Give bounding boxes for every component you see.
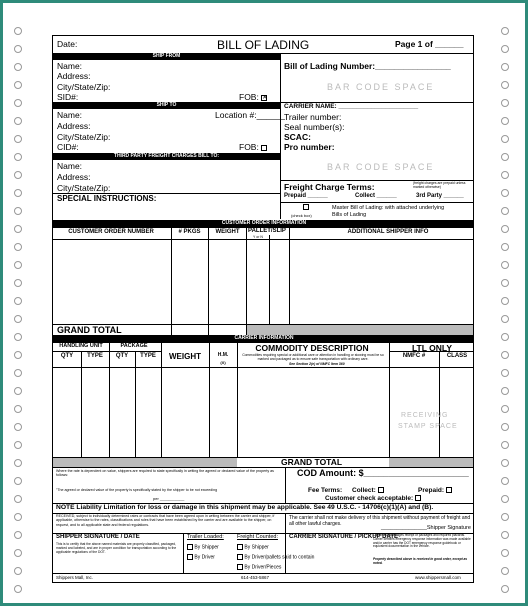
stamp-space-label: STAMP SPACE (398, 423, 458, 430)
third-party-city: City/State/Zip: (57, 183, 111, 193)
ship-from-city: City/State/Zip: (57, 82, 111, 92)
nmfc-header: NMFC # (402, 353, 426, 359)
tractor-hole (501, 369, 509, 377)
carrier-grand-total: GRAND TOTAL (281, 457, 343, 467)
fob-checkbox-from[interactable]: ✕ (262, 94, 268, 101)
tractor-hole (14, 153, 22, 161)
footer-website: www.shippersmall.com (415, 575, 461, 580)
barcode-space-2: BAR CODE SPACE (327, 162, 435, 172)
tractor-hole (14, 45, 22, 53)
tractor-hole (14, 279, 22, 287)
tractor-hole (501, 207, 509, 215)
bol-number: Bill of Lading Number:________________ (284, 61, 451, 71)
tractor-hole (501, 189, 509, 197)
tractor-hole (14, 387, 22, 395)
shipper-signature-line: _______________Shipper Signature (381, 525, 471, 531)
tractor-hole (501, 585, 509, 593)
trailer-shipper-checkbox[interactable] (187, 544, 193, 550)
trailer-driver-checkbox[interactable] (187, 554, 193, 560)
ship-from-name: Name: (57, 61, 83, 71)
ship-to-city: City/State/Zip: (57, 132, 111, 142)
collect-checkbox[interactable] (378, 487, 384, 493)
tractor-hole (501, 531, 509, 539)
customer-check-checkbox[interactable] (415, 495, 421, 501)
tractor-hole (14, 441, 22, 449)
master-bol-text: Master Bill of Lading: with attached underlying Bills of Lading (332, 205, 445, 218)
tractor-hole (501, 495, 509, 503)
tractor-hole (501, 279, 509, 287)
freight-terms-note: (freight charges are prepaid unless marked otherwise) (413, 181, 466, 189)
tractor-hole (14, 135, 22, 143)
ship-from-sid: SID#: (57, 92, 79, 102)
tractor-hole (14, 315, 22, 323)
trailer-loaded: Trailer Loaded: (187, 534, 224, 540)
class-header: CLASS (446, 353, 468, 359)
pro-number: Pro number: (284, 142, 335, 152)
commodity-note2: See Section 2(e) of NMFC Item 360 (289, 362, 345, 366)
col-pallet-yn: Y or N (253, 235, 263, 239)
tractor-hole (501, 477, 509, 485)
tractor-hole (14, 27, 22, 35)
tractor-hole (14, 549, 22, 557)
check-box-label: (check box) (291, 213, 312, 218)
tractor-hole (14, 351, 22, 359)
tractor-hole (501, 315, 509, 323)
tractor-hole (14, 405, 22, 413)
hu-type: TYPE (87, 353, 103, 359)
col-pallet-slip: PALLET/SLIP (248, 228, 286, 234)
scac: SCAC: (284, 132, 311, 142)
carrier-name: CARRIER NAME: ______________________ (284, 103, 419, 110)
tractor-hole (501, 153, 509, 161)
collect: Collect ______ (355, 193, 397, 199)
col-additional-info: ADDITIONAL SHIPPER INFO (347, 229, 429, 235)
tractor-hole (14, 297, 22, 305)
tractor-hole (14, 459, 22, 467)
ship-to-bar: SHIP TO (53, 102, 280, 109)
tractor-hole (501, 171, 509, 179)
carrier-total-shading-right (389, 458, 474, 467)
tractor-hole (14, 63, 22, 71)
tractor-hole (14, 369, 22, 377)
tractor-hole (14, 531, 22, 539)
bill-of-lading-form (52, 35, 474, 583)
carrier-ack-text: Carrier acknowledges receipt of packages and required placards. Carrier certifies emergency response information was made available and/or carrier has the DOT emergency response guidebook or equivalent documentation in the vehicle. (373, 533, 471, 549)
tractor-hole (14, 81, 22, 89)
counted-pallets-checkbox[interactable] (237, 554, 243, 560)
counted-by-shipper: By Shipper (237, 544, 269, 550)
liability-note: NOTE Liability Limitation for loss or damage in this shipment may be applicable. See 49 U.S.C. - 14706(c)(1)(A) and (B). (56, 504, 434, 511)
tractor-hole (501, 513, 509, 521)
special-instructions: SPECIAL INSTRUCTIONS: (57, 194, 157, 203)
tractor-hole (501, 243, 509, 251)
value-per: per ___________ (153, 496, 185, 501)
handling-unit-header: HANDLING UNIT (59, 343, 103, 349)
seal-number: Seal number(s): (284, 122, 345, 132)
tractor-hole (14, 207, 22, 215)
tractor-hole (501, 567, 509, 575)
ship-from-bar: SHIP FROM (53, 53, 280, 60)
tractor-hole (501, 135, 509, 143)
tractor-hole (14, 333, 22, 341)
tractor-hole (14, 243, 22, 251)
shipper-certify-text: This is to certify that the above named materials are properly classified, packaged, marked and labeled, and are in proper condition for transportation according to the applicable regulations of the DOT. (56, 542, 177, 554)
third-party-name: Name: (57, 161, 83, 171)
col-customer-order-number: CUSTOMER ORDER NUMBER (68, 229, 154, 235)
ship-to-fob: FOB: (239, 142, 267, 152)
tractor-hole (501, 225, 509, 233)
hm-x: (X) (220, 360, 226, 365)
hu-qty: QTY (60, 353, 74, 359)
tractor-hole (501, 549, 509, 557)
counted-by-driver-pieces: By Driver/Pieces (237, 564, 281, 570)
tractor-hole (14, 567, 22, 575)
fee-collect: Collect: (352, 487, 384, 494)
tractor-hole (501, 27, 509, 35)
barcode-space-1: BAR CODE SPACE (327, 82, 435, 92)
ship-from-fob: FOB: ✕ (239, 92, 268, 102)
fob-checkbox-to[interactable] (261, 145, 267, 151)
counted-pieces-checkbox[interactable] (237, 564, 243, 570)
trailer-number: Trailer number: (284, 112, 342, 122)
footer-company: Shippers Mall, Inc. (56, 575, 94, 580)
footer-phone: 614-453-5867 (241, 575, 270, 580)
tractor-hole (14, 225, 22, 233)
third-party: 3rd Party ______ (416, 193, 464, 199)
pkg-type: TYPE (140, 353, 156, 359)
trailer-by-driver: By Driver (187, 554, 215, 560)
trailer-by-shipper: By Shipper (187, 544, 219, 550)
date-label: Date: (57, 39, 78, 49)
form-title: BILL OF LADING (217, 38, 310, 52)
prepaid: Prepaid ______ (284, 193, 328, 199)
page-label: Page 1 of ______ (395, 39, 464, 49)
master-bol-checkbox[interactable] (303, 204, 309, 210)
tractor-hole (14, 513, 22, 521)
tractor-hole (14, 423, 22, 431)
grand-total-shading (247, 325, 474, 335)
tractor-hole (501, 297, 509, 305)
carrier-signature-date: CARRIER SIGNATURE / PICKUP DATE (289, 534, 399, 540)
tractor-hole (501, 387, 509, 395)
cod-amount: COD Amount: $_____________________ (297, 468, 469, 478)
value-note: Where the rate is dependent on value, shippers are required to state specifically in writing the agreed or declared value of the property as follows: (56, 469, 274, 478)
tractor-hole (501, 81, 509, 89)
tractor-hole (501, 99, 509, 107)
shipper-signature-date: SHIPPER SIGNATURE / DATE (56, 534, 140, 540)
commodity-header: COMMODITY DESCRIPTION (255, 343, 369, 353)
tractor-hole (501, 351, 509, 359)
carrier-ack-text-2: Property described above is received in good order, except as noted. (373, 557, 468, 565)
tractor-hole (14, 495, 22, 503)
tractor-hole (14, 117, 22, 125)
pkg-qty: QTY (115, 353, 129, 359)
ltl-only-header: LTL ONLY (412, 343, 452, 353)
third-party-bar: THIRD PARTY FREIGHT CHARGES BILL TO: (53, 153, 280, 160)
prepaid-checkbox[interactable] (446, 487, 452, 493)
ship-to-cid: CID#: (57, 142, 79, 152)
counted-shipper-checkbox[interactable] (237, 544, 243, 550)
carrier-info-bar: CARRIER INFORMATION (53, 335, 474, 342)
commodity-note: Commodities requiring special or additional care or attention in handling or stowing must be so marked and packaged as to ensure safe transportation with ordinary care. (242, 353, 384, 361)
customer-order-bar: CUSTOMER ORDER INFORMATION (53, 220, 474, 227)
ship-to-address: Address: (57, 121, 91, 131)
weight-header: WEIGHT (169, 352, 201, 361)
customer-grand-total: GRAND TOTAL (57, 325, 122, 335)
tractor-hole (14, 477, 22, 485)
fee-terms: Fee Terms: (308, 487, 343, 494)
hm-header: H.M. (217, 352, 229, 358)
customer-check: Customer check acceptable: (325, 495, 421, 502)
tractor-hole (501, 423, 509, 431)
tractor-hole (14, 189, 22, 197)
counted-by-driver-pallets: By Driver/pallets said to contain (237, 554, 314, 560)
freight-counted: Freight Counted: (237, 534, 278, 540)
fee-prepaid: Prepaid: (418, 487, 452, 494)
tractor-hole (501, 261, 509, 269)
carrier-no-delivery: The carrier shall not make delivery of this shipment without payment of freight and all other lawful charges. (289, 515, 471, 527)
freight-charge-terms: Freight Charge Terms: (284, 182, 375, 192)
tractor-hole (501, 63, 509, 71)
tractor-hole (501, 459, 509, 467)
ship-from-address: Address: (57, 71, 91, 81)
ship-to-name: Name: (57, 110, 83, 120)
third-party-address: Address: (57, 172, 91, 182)
tractor-hole (14, 99, 22, 107)
tractor-hole (14, 261, 22, 269)
package-header: PACKAGE (120, 343, 148, 349)
col-weight: WEIGHT (215, 229, 240, 235)
tractor-hole (501, 441, 509, 449)
col-pkgs: # PKGS (178, 229, 201, 235)
tractor-hole (14, 585, 22, 593)
carrier-total-shading-left (53, 458, 237, 467)
received-text: RECEIVED, subject to individually determined rates or contracts that have been agreed upon in writing between the carrier and shipper, if applicable, otherwise to the rates, classifications and rules that have been established by the carrier and are available to the shipper, on request, and to all applicable state and federal regulations. (56, 514, 275, 527)
receiving-label: RECEIVING (401, 412, 449, 419)
tractor-hole (501, 333, 509, 341)
tractor-hole (501, 405, 509, 413)
tractor-hole (14, 171, 22, 179)
ship-to-location: Location #:______ (215, 110, 285, 120)
value-note-2: "The agreed or declared value of the property is specifically stated by the shipper to be not exceeding (56, 488, 218, 492)
tractor-hole (501, 45, 509, 53)
tractor-hole (501, 117, 509, 125)
